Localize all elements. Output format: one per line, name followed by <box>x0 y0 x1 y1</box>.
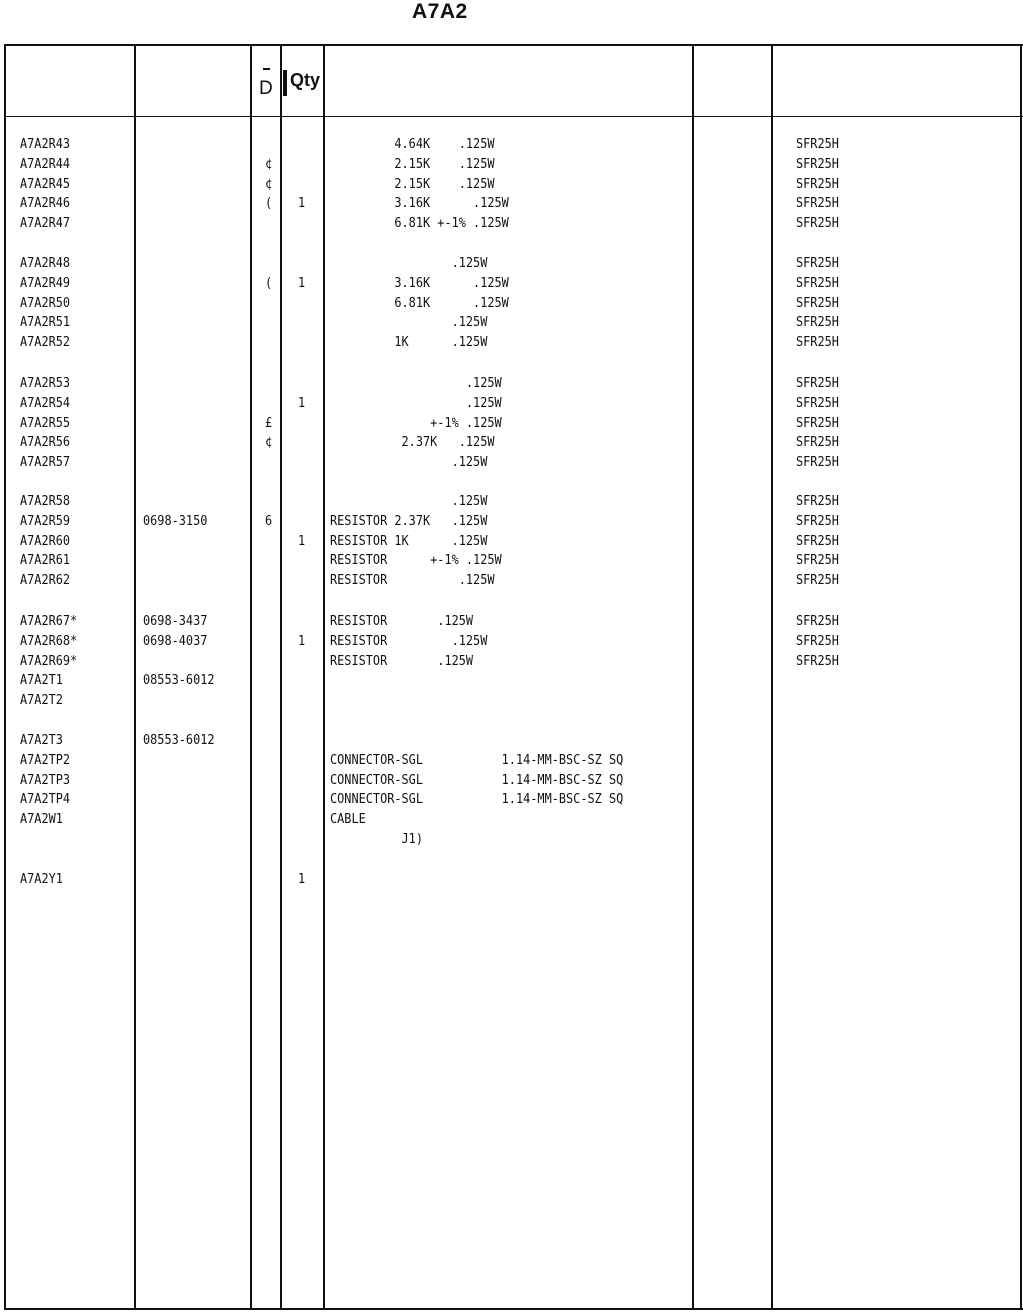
header-bottom-border <box>4 116 1023 117</box>
ref-cell: A7A2R60 <box>20 532 71 549</box>
check-digit-cell: £ <box>265 414 273 431</box>
ref-cell: A7A2R50 <box>20 294 71 311</box>
qty-cell: 1 <box>298 632 306 649</box>
ref-cell: A7A2R62 <box>20 572 71 589</box>
mfr-code-cell: SFR25H <box>796 215 839 232</box>
description-cell: 2.15K .125W <box>330 155 495 172</box>
mfr-code-cell: SFR25H <box>796 434 839 451</box>
description-cell: J1) <box>330 831 423 847</box>
ref-cell: A7A2R49 <box>20 274 71 291</box>
qty-cell: 1 <box>298 394 306 411</box>
ref-cell: A7A2R53 <box>20 375 71 391</box>
description-cell: RESISTOR .125W <box>330 652 474 669</box>
mfr-code-cell: SFR25H <box>796 255 839 271</box>
header-d-tick <box>263 68 270 70</box>
description-cell: .125W <box>330 375 502 391</box>
ref-cell: A7A2R45 <box>20 175 71 192</box>
check-digit-cell: ( <box>265 195 273 212</box>
ref-cell: A7A2TP3 <box>20 771 71 788</box>
mfr-code-cell: SFR25H <box>796 532 839 549</box>
mfr-code-cell: SFR25H <box>796 414 839 431</box>
mfr-code-cell: SFR25H <box>796 512 839 529</box>
description-cell: RESISTOR 2.37K .125W <box>330 512 488 529</box>
mfr-code-cell: SFR25H <box>796 314 839 331</box>
description-cell: 4.64K .125W <box>330 136 495 152</box>
ref-cell: A7A2R59 <box>20 512 71 529</box>
ref-cell: A7A2R58 <box>20 493 71 509</box>
table-bottom-border <box>4 1308 1023 1310</box>
check-digit-cell: ¢ <box>265 155 273 172</box>
col-border-right <box>1020 44 1022 1310</box>
description-cell: RESISTOR .125W <box>330 613 474 629</box>
ref-cell: A7A2R47 <box>20 215 71 232</box>
part-number-cell: 0698-3150 <box>143 512 208 529</box>
ref-cell: A7A2W1 <box>20 811 63 828</box>
mfr-code-cell: SFR25H <box>796 195 839 212</box>
ref-cell: A7A2T1 <box>20 672 63 689</box>
description-cell: RESISTOR +-1% .125W <box>330 552 502 569</box>
ref-cell: A7A2T2 <box>20 692 63 709</box>
col-border-left <box>4 44 6 1310</box>
page-title: A7A2 <box>412 0 468 23</box>
ref-cell: A7A2TP2 <box>20 751 71 768</box>
part-number-cell: 0698-3437 <box>143 613 208 629</box>
description-cell: RESISTOR .125W <box>330 572 495 589</box>
mfr-code-cell: SFR25H <box>796 375 839 391</box>
description-cell: CONNECTOR-SGL 1.14-MM-BSC-SZ SQ <box>330 771 624 788</box>
description-cell: 3.16K .125W <box>330 274 509 291</box>
description-cell: CABLE <box>330 811 366 828</box>
description-cell: 6.81K +-1% .125W <box>330 215 509 232</box>
header-d: D <box>259 78 273 99</box>
ref-cell: A7A2R48 <box>20 255 71 271</box>
description-cell: RESISTOR 1K .125W <box>330 532 488 549</box>
mfr-code-cell: SFR25H <box>796 155 839 172</box>
ref-cell: A7A2R55 <box>20 414 71 431</box>
mfr-code-cell: SFR25H <box>796 613 839 629</box>
ref-cell: A7A2R46 <box>20 195 71 212</box>
ref-cell: A7A2R52 <box>20 334 71 351</box>
mfr-code-cell: SFR25H <box>796 454 839 471</box>
description-cell: .125W <box>330 314 488 331</box>
part-number-cell: 08553-6012 <box>143 732 215 748</box>
description-cell: 6.81K .125W <box>330 294 509 311</box>
qty-top-tick <box>294 44 314 46</box>
col-border-desc-mfr <box>692 44 694 1310</box>
description-cell: +-1% .125W <box>330 414 502 431</box>
ref-cell: A7A2TP4 <box>20 791 71 808</box>
mfr-code-cell: SFR25H <box>796 572 839 589</box>
part-number-cell: 0698-4037 <box>143 632 208 649</box>
ref-cell: A7A2R67* <box>20 613 78 629</box>
description-cell: CONNECTOR-SGL 1.14-MM-BSC-SZ SQ <box>330 751 624 768</box>
description-cell: 3.16K .125W <box>330 195 509 212</box>
mfr-code-cell: SFR25H <box>796 175 839 192</box>
ref-cell: A7A2Y1 <box>20 871 63 887</box>
description-cell: RESISTOR .125W <box>330 632 488 649</box>
description-cell: 1K .125W <box>330 334 488 351</box>
ref-cell: A7A2R54 <box>20 394 71 411</box>
qty-cell: 1 <box>298 195 306 212</box>
mfr-code-cell: SFR25H <box>796 136 839 152</box>
qty-cell: 1 <box>298 274 306 291</box>
col-border-mfr-code <box>771 44 773 1310</box>
qty-cell: 1 <box>298 871 306 887</box>
check-digit-cell: ¢ <box>265 434 273 451</box>
mfr-code-cell: SFR25H <box>796 632 839 649</box>
check-digit-cell: 6 <box>265 512 273 529</box>
description-cell: 2.15K .125W <box>330 175 495 192</box>
description-cell: CONNECTOR-SGL 1.14-MM-BSC-SZ SQ <box>330 791 624 808</box>
col-border-part-d <box>250 44 252 1310</box>
description-cell: .125W <box>330 493 488 509</box>
check-digit-cell: ( <box>265 274 273 291</box>
description-cell: .125W <box>330 394 502 411</box>
mfr-code-cell: SFR25H <box>796 552 839 569</box>
mfr-code-cell: SFR25H <box>796 294 839 311</box>
mfr-code-cell: SFR25H <box>796 274 839 291</box>
description-cell: .125W <box>330 255 488 271</box>
col-border-ref-part <box>134 44 136 1310</box>
qty-cell: 1 <box>298 532 306 549</box>
ref-cell: A7A2R57 <box>20 454 71 471</box>
ref-cell: A7A2T3 <box>20 732 63 748</box>
mfr-code-cell: SFR25H <box>796 652 839 669</box>
header-qty-bar <box>283 70 287 96</box>
header-qty: Qty <box>290 70 321 90</box>
mfr-code-cell: SFR25H <box>796 394 839 411</box>
col-border-d-qty <box>280 44 282 1310</box>
table-top-border <box>4 44 1023 46</box>
description-cell: 2.37K .125W <box>330 434 495 451</box>
mfr-code-cell: SFR25H <box>796 493 839 509</box>
ref-cell: A7A2R68* <box>20 632 78 649</box>
description-cell: .125W <box>330 454 488 471</box>
ref-cell: A7A2R69* <box>20 652 78 669</box>
check-digit-cell: ¢ <box>265 175 273 192</box>
ref-cell: A7A2R56 <box>20 434 71 451</box>
ref-cell: A7A2R61 <box>20 552 71 569</box>
mfr-code-cell: SFR25H <box>796 334 839 351</box>
ref-cell: A7A2R51 <box>20 314 71 331</box>
col-border-qty-desc <box>323 44 325 1310</box>
part-number-cell: 08553-6012 <box>143 672 215 689</box>
ref-cell: A7A2R44 <box>20 155 71 172</box>
ref-cell: A7A2R43 <box>20 136 71 152</box>
